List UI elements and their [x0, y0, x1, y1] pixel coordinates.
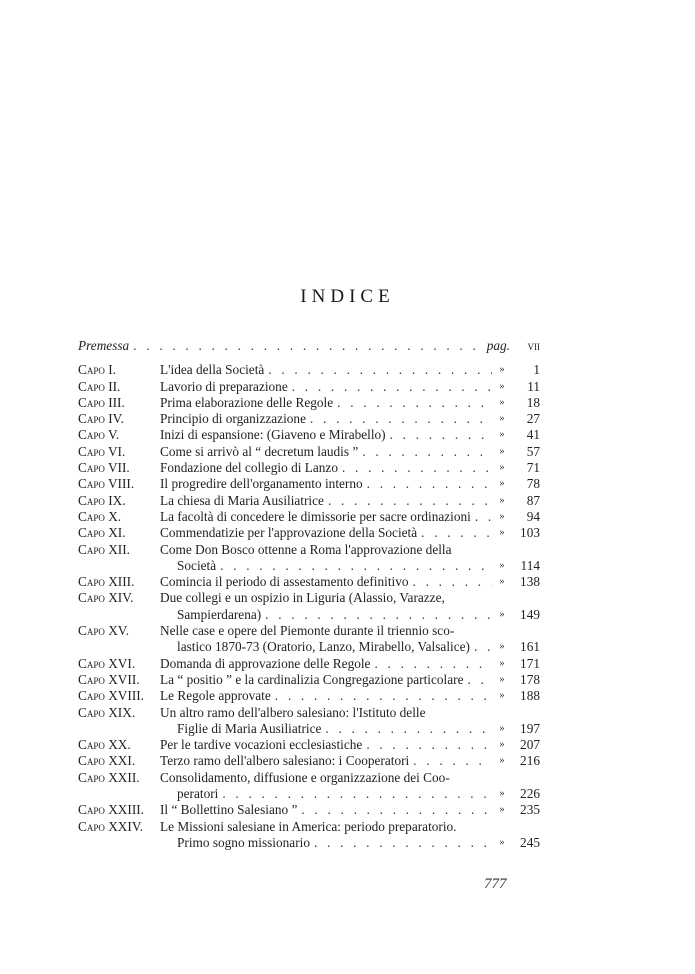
entry-title: Un altro ramo dell'albero salesiano: l'Istituto delle: [160, 704, 426, 720]
page-separator: »: [499, 559, 505, 571]
page-separator: »: [499, 836, 505, 848]
dot-leader: [362, 737, 492, 753]
entry-page: 114: [520, 557, 540, 573]
toc-entry-premessa[interactable]: [78, 338, 540, 354]
chapter-label: Capo XIV.: [78, 590, 134, 606]
entry-title: Le Regole approvate: [160, 688, 271, 704]
page-separator: »: [499, 510, 505, 522]
page-separator: »: [499, 364, 505, 376]
page-separator: »: [499, 478, 505, 490]
chapter-label: Capo XXII.: [78, 769, 140, 785]
dot-leader: [338, 460, 492, 476]
dot-leader: [324, 493, 492, 509]
dot-leader: [261, 607, 492, 623]
entry-title: La facoltà di concedere le dimissorie per sacre ordinazioni: [160, 508, 471, 524]
entry-title: Nelle case e opere del Piemonte durante il triennio sco-: [160, 623, 455, 639]
toc-entry[interactable]: [78, 753, 540, 769]
toc-entry[interactable]: [78, 476, 540, 492]
chapter-label: Capo IX.: [78, 492, 126, 508]
entry-page: 149: [520, 606, 540, 622]
toc-entry-continuation[interactable]: [78, 607, 540, 623]
entry-title: Principio di organizzazione: [160, 411, 306, 427]
chapter-label: Capo X.: [78, 508, 122, 524]
entry-page: vii: [527, 338, 540, 353]
page-separator: [492, 770, 512, 786]
entry-page: 103: [520, 525, 540, 541]
chapter-label: Capo XX.: [78, 737, 131, 753]
entry-title: Primo sogno missionario: [177, 834, 310, 850]
dot-leader: [409, 574, 492, 590]
entry-page: 41: [526, 427, 540, 443]
entry-page: 27: [526, 411, 540, 427]
chapter-label: Capo XIII.: [78, 574, 135, 590]
chapter-label: Capo III.: [78, 394, 125, 410]
page-separator: »: [499, 788, 505, 800]
entry-page: 78: [526, 476, 540, 492]
toc-entry[interactable]: [78, 509, 540, 525]
page-separator: »: [499, 429, 505, 441]
page-separator: »: [499, 445, 505, 457]
page-separator: »: [499, 462, 505, 474]
entry-page: 245: [520, 834, 540, 850]
entry-title: Due collegi e un ospizio in Liguria (Alassio, Varazze,: [160, 590, 445, 606]
toc-entry[interactable]: [78, 460, 540, 476]
toc-entry[interactable]: [78, 493, 540, 509]
chapter-label: Capo XVII.: [78, 671, 140, 687]
toc-entry[interactable]: [78, 770, 540, 786]
entry-page: 216: [520, 753, 540, 769]
toc-entry[interactable]: [78, 444, 540, 460]
entry-title: Per le tardive vocazioni ecclesiastiche: [160, 737, 363, 753]
chapter-label: [78, 639, 160, 655]
page-separator: »: [499, 739, 505, 751]
entry-title: La “ positio ” e la cardinalizia Congregazione particolare: [160, 671, 464, 687]
toc-entry[interactable]: [78, 427, 540, 443]
page-separator: »: [499, 657, 505, 669]
chapter-label: Capo II.: [78, 378, 121, 394]
entry-title: Il “ Bollettino Salesiano ”: [160, 802, 298, 818]
entry-page: [512, 590, 540, 606]
page-separator: [492, 623, 512, 639]
entry-title: Commendatizie per l'approvazione della Società: [160, 525, 418, 541]
dot-leader: [370, 656, 492, 672]
toc-entry-continuation[interactable]: [78, 721, 540, 737]
entry-page: 87: [526, 492, 540, 508]
entry-title: Comincia il periodo di assestamento definitivo: [160, 574, 409, 590]
entry-page: [512, 770, 540, 786]
toc-entry[interactable]: [78, 379, 540, 395]
toc-entry-continuation[interactable]: [78, 835, 540, 851]
dot-leader: [297, 802, 492, 818]
dot-leader: [471, 509, 492, 525]
entry-page: 1: [533, 362, 540, 378]
entry-title: lastico 1870-73 (Oratorio, Lanzo, Mirabello, Valsalice): [177, 639, 470, 655]
page-separator: »: [499, 413, 505, 425]
entry-page: 178: [520, 671, 540, 687]
page-separator: »: [499, 380, 505, 392]
dot-leader: [409, 753, 492, 769]
entry-page: 138: [520, 574, 540, 590]
chapter-label: Capo XXIV.: [78, 818, 144, 834]
table-of-contents: [78, 338, 540, 851]
entry-page: 171: [520, 655, 540, 671]
page-separator: »: [499, 722, 505, 734]
entry-title: Prima elaborazione delle Regole: [160, 394, 334, 410]
chapter-label: [78, 835, 160, 851]
entry-title: Le Missioni salesiane in America: periodo preparatorio.: [160, 818, 457, 834]
page-separator: »: [499, 755, 505, 767]
toc-entry[interactable]: [78, 590, 540, 606]
dot-leader: [333, 395, 492, 411]
entry-title: La chiesa di Maria Ausiliatrice: [160, 492, 324, 508]
dot-leader: [216, 558, 492, 574]
page-separator: [492, 819, 512, 835]
page-separator: »: [499, 608, 505, 620]
chapter-label: [78, 786, 160, 802]
entry-title: Premessa: [78, 338, 130, 353]
entry-title: Fondazione del collegio di Lanzo: [160, 460, 338, 476]
entry-title: Come si arrivò al “ decretum laudis ”: [160, 443, 359, 459]
entry-title: Figlie di Maria Ausiliatrice: [177, 720, 322, 736]
entry-title: Società: [177, 557, 217, 573]
pag-label: pag.: [486, 338, 510, 353]
chapter-label: Capo XV.: [78, 623, 130, 639]
page-separator: »: [499, 494, 505, 506]
chapter-label: Capo VII.: [78, 460, 130, 476]
toc-entry[interactable]: [78, 362, 540, 378]
toc-entry[interactable]: [78, 395, 540, 411]
chapter-label: Capo XII.: [78, 541, 130, 557]
entry-page: 94: [526, 508, 540, 524]
chapter-label: Capo XVIII.: [78, 688, 145, 704]
toc-entry[interactable]: [78, 574, 540, 590]
entry-page: 11: [527, 378, 540, 394]
page-separator: »: [499, 690, 505, 702]
entry-page: 207: [520, 737, 540, 753]
entry-title: Sampierdarena): [177, 606, 262, 622]
entry-page: 18: [526, 394, 540, 410]
entry-page: 71: [526, 460, 540, 476]
dot-leader: [264, 362, 492, 378]
page-number: 777: [484, 876, 507, 892]
dot-leader: [288, 379, 492, 395]
toc-entry-continuation[interactable]: [78, 558, 540, 574]
chapter-label: Capo V.: [78, 427, 120, 443]
chapter-label: Capo I.: [78, 362, 116, 378]
entry-title: Inizi di espansione: (Giaveno e Mirabello): [160, 427, 386, 443]
dot-leader: [218, 786, 492, 802]
page-separator: [492, 590, 512, 606]
page-separator: [492, 705, 512, 721]
dot-leader: [310, 835, 492, 851]
toc-entry-continuation[interactable]: [78, 786, 540, 802]
entry-page: 226: [520, 786, 540, 802]
entry-title: Domanda di approvazione delle Regole: [160, 655, 371, 671]
entry-page: 57: [526, 443, 540, 459]
toc-entry[interactable]: [78, 737, 540, 753]
entry-title: Lavorio di preparazione: [160, 378, 288, 394]
dot-leader: [363, 476, 492, 492]
toc-entry[interactable]: [78, 688, 540, 704]
page-title: INDICE: [300, 286, 395, 307]
dot-leader: [463, 672, 492, 688]
page-separator: »: [499, 527, 505, 539]
chapter-label: [78, 607, 160, 623]
entry-page: [512, 819, 540, 835]
toc-entry[interactable]: [78, 656, 540, 672]
toc-entry[interactable]: [78, 672, 540, 688]
entry-title: Il progredire dell'organamento interno: [160, 476, 363, 492]
chapter-list: [78, 362, 540, 851]
page-separator: »: [499, 396, 505, 408]
entry-title: Consolidamento, diffusione e organizzazione dei Coo-: [160, 769, 450, 785]
entry-title: Come Don Bosco ottenne a Roma l'approvazione della: [160, 541, 452, 557]
chapter-label: Capo XXI.: [78, 753, 136, 769]
entry-page: [512, 705, 540, 721]
chapter-label: Capo IV.: [78, 411, 124, 427]
page-separator: »: [499, 576, 505, 588]
page-separator: [492, 542, 512, 558]
entry-title: L'idea della Società: [160, 362, 265, 378]
entry-page: 235: [520, 802, 540, 818]
dot-leader: [386, 427, 492, 443]
entry-page: [512, 623, 540, 639]
entry-page: 161: [520, 639, 540, 655]
dot-leader: [358, 444, 492, 460]
entry-page: 188: [520, 688, 540, 704]
entry-page: [512, 542, 540, 558]
page-separator: »: [499, 641, 505, 653]
dot-leader: [417, 525, 492, 541]
dot-leader: [271, 688, 492, 704]
dot-leader: [306, 411, 492, 427]
chapter-label: [78, 558, 160, 574]
page-separator: »: [499, 673, 505, 685]
toc-entry[interactable]: [78, 705, 540, 721]
toc-entry[interactable]: [78, 525, 540, 541]
chapter-label: Capo XVI.: [78, 655, 136, 671]
chapter-label: Capo XIX.: [78, 704, 136, 720]
chapter-label: Capo VIII.: [78, 476, 135, 492]
toc-entry[interactable]: [78, 411, 540, 427]
toc-entry[interactable]: [78, 802, 540, 818]
dot-leader: [470, 639, 492, 655]
toc-entry[interactable]: [78, 542, 540, 558]
page-separator: »: [499, 804, 505, 816]
toc-entry[interactable]: [78, 623, 540, 639]
entry-page: 197: [520, 720, 540, 736]
chapter-label: Capo VI.: [78, 443, 126, 459]
chapter-label: Capo XI.: [78, 525, 126, 541]
dot-leader: [129, 338, 485, 354]
toc-entry[interactable]: [78, 819, 540, 835]
chapter-label: Capo XXIII.: [78, 802, 145, 818]
toc-entry-continuation[interactable]: [78, 639, 540, 655]
entry-title: Terzo ramo dell'albero salesiano: i Cooperatori: [160, 753, 410, 769]
entry-title: peratori: [177, 786, 219, 802]
chapter-label: [78, 721, 160, 737]
dot-leader: [321, 721, 492, 737]
